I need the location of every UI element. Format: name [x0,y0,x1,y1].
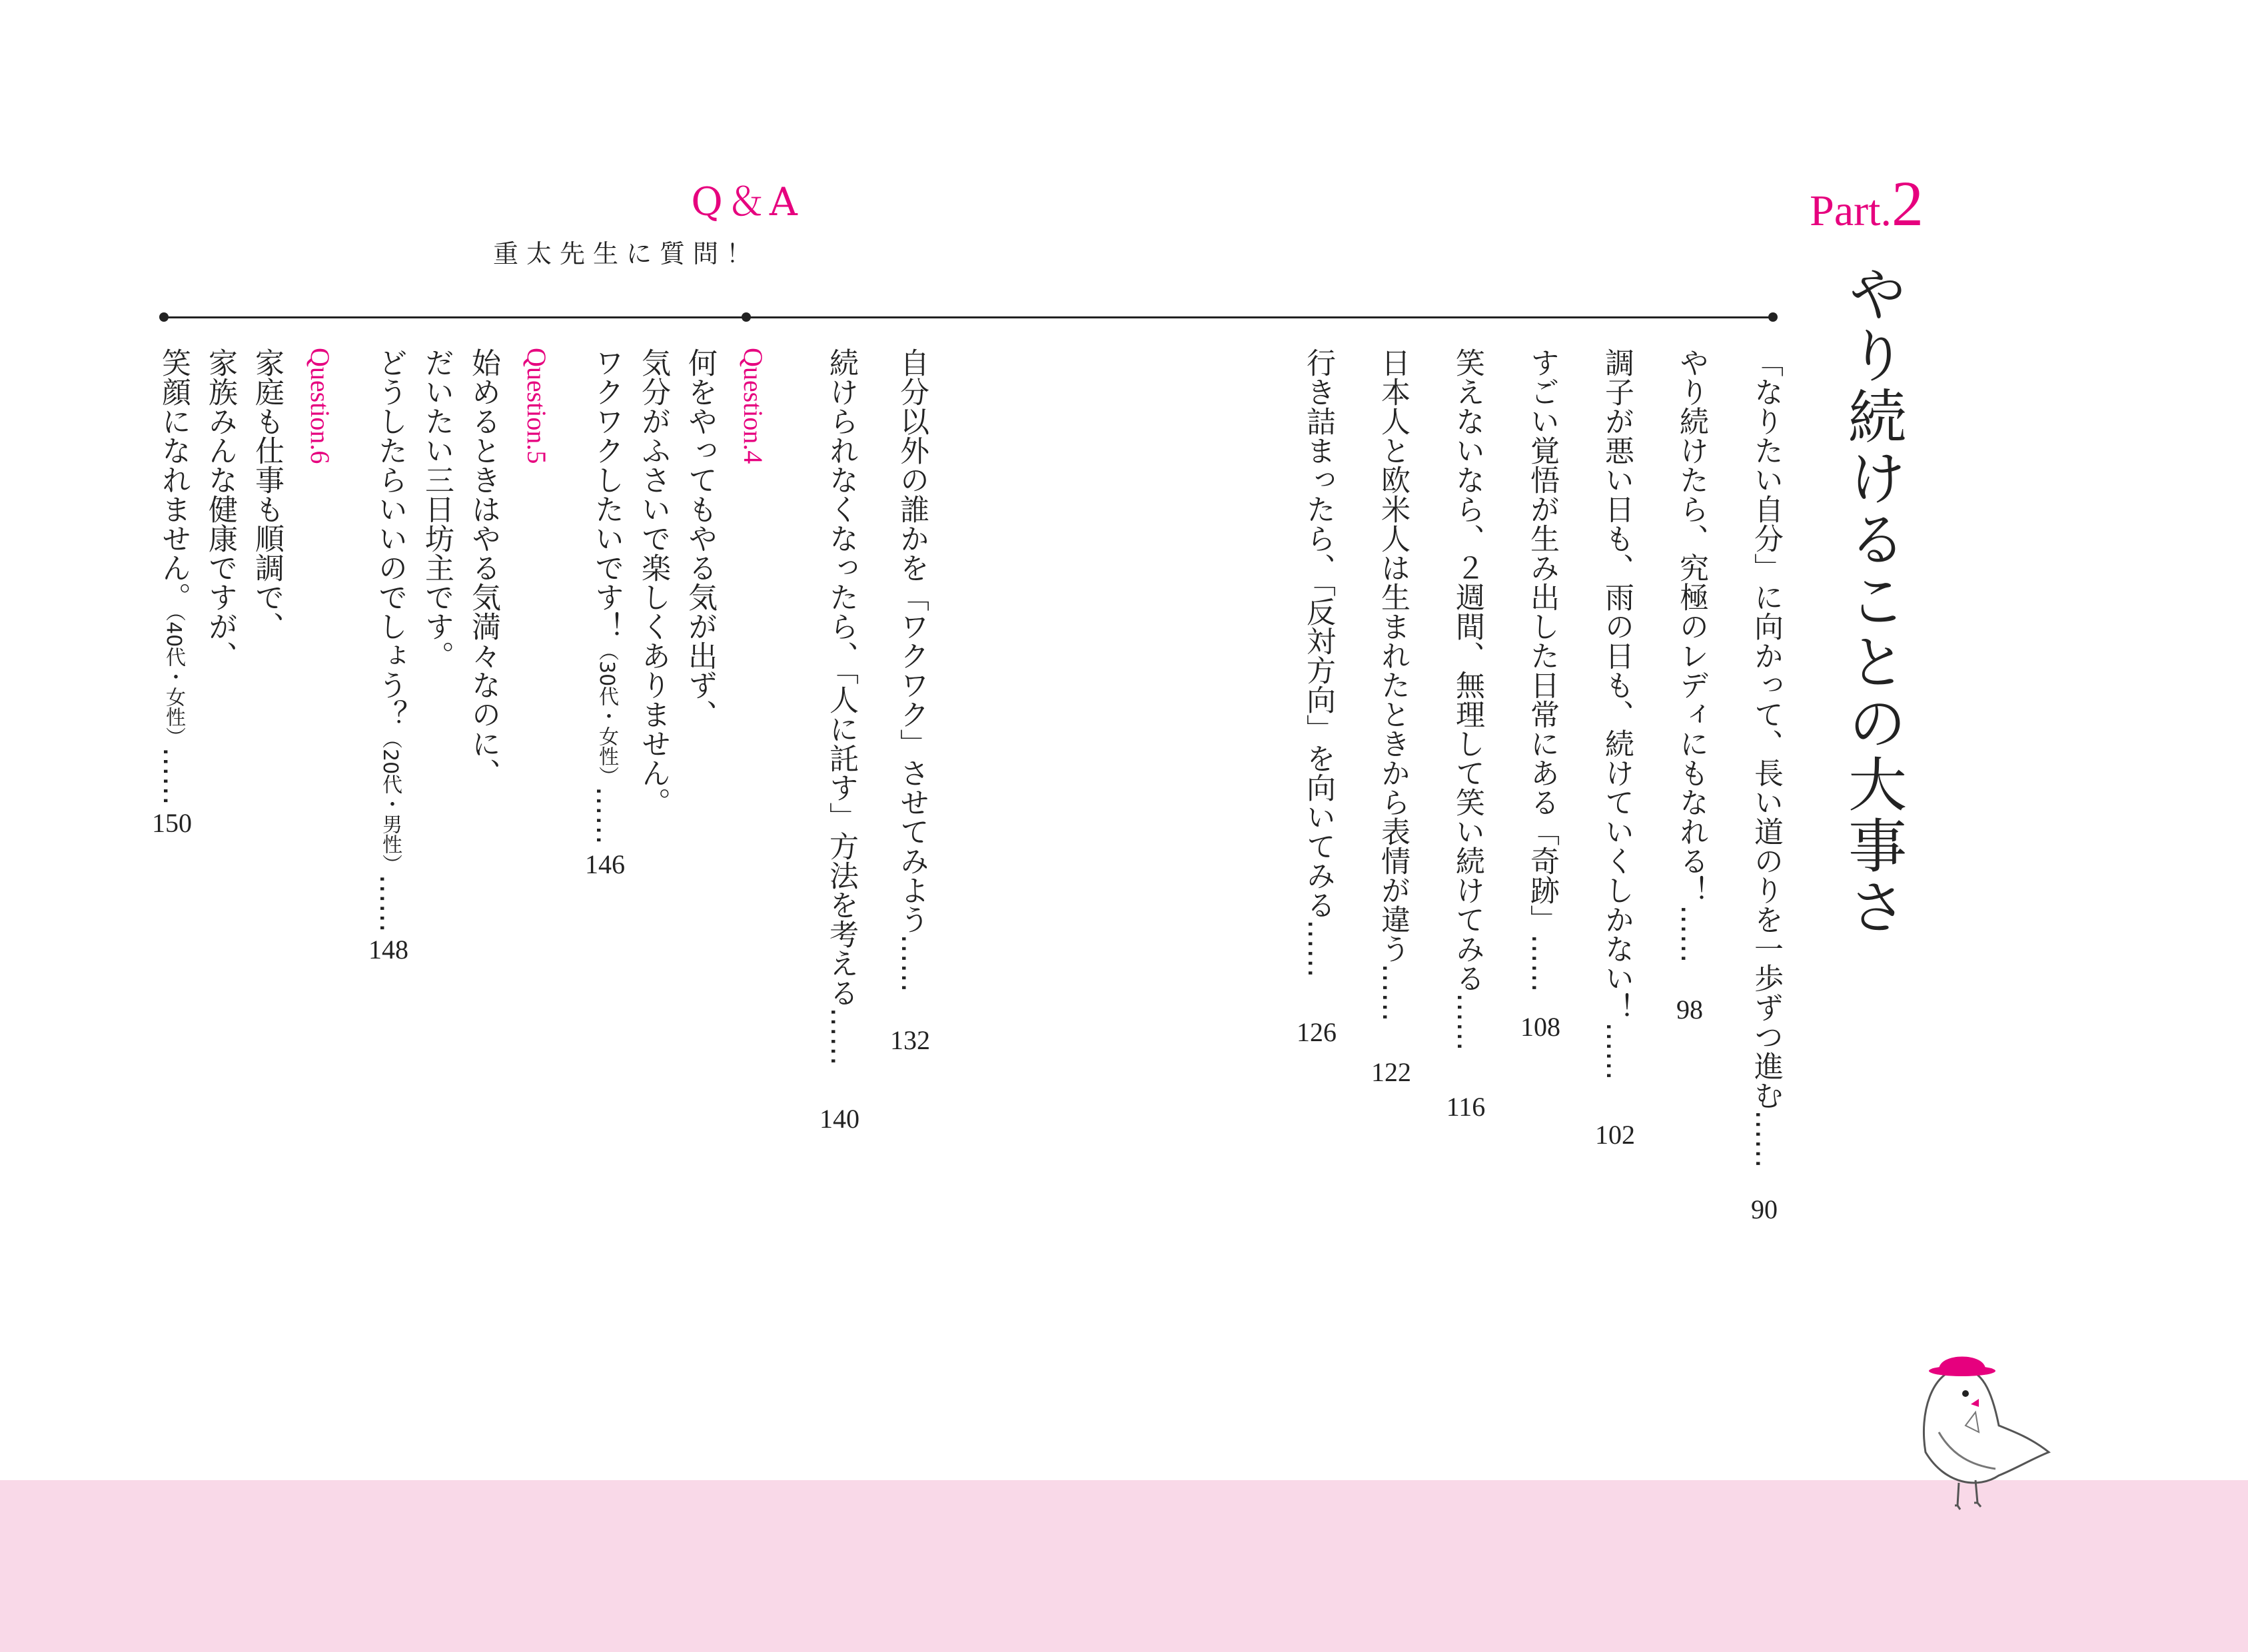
toc-entry[interactable]: 日本人と欧米人は生まれたときから表情が違う…… [1376,348,1410,1022]
toc-page-number: 98 [1676,995,1703,1025]
divider-dot-left [159,312,169,322]
question-page-number: 148 [368,935,408,965]
toc-entry[interactable]: やり続けたら、究極のレディにもなれる！…… [1674,348,1708,963]
toc-entry[interactable]: 笑えないなら、２週間、無理して笑い続けてみる…… [1450,348,1484,1051]
question-page-number: 150 [152,808,192,838]
toc-entry[interactable]: 行き詰まったら、「反対方向」を向いてみる…… [1301,348,1335,978]
question-line[interactable]: 気分がふさいで楽しくありません。 [636,348,670,817]
question-meta: （40代・女性） [162,612,185,747]
question-line[interactable]: どうしたらいいのでしょう？（20代・男性）…… [373,348,407,933]
toc-entry[interactable]: 調子が悪い日も、雨の日も、続けていくしかない！…… [1600,348,1634,1080]
divider-dot-mid [742,312,751,322]
toc-page-number: 102 [1595,1120,1635,1150]
toc-page-number: 132 [890,1025,930,1055]
part-title: やり続けることの大事さ [1839,264,1908,938]
bird-with-pink-hat-icon [1899,1332,2059,1519]
question-meta: （20代・男性） [378,729,402,875]
question-line[interactable]: 何をやってもやる気が出ず、 [683,348,717,729]
question-meta: （30代・女性） [595,641,618,787]
question-line[interactable]: 始めるときはやる気満々なのに、 [466,348,500,787]
toc-entry[interactable]: 自分以外の誰かを「ワクワク」させてみよう…… [895,348,929,993]
divider-dot-right [1768,312,1778,322]
toc-page-number: 116 [1446,1092,1486,1122]
question-label: Question.4 [738,348,768,464]
question-page-number: 146 [585,849,625,879]
question-label: Question.5 [522,348,552,464]
toc-page-number: 108 [1520,1012,1560,1042]
question-line[interactable]: 家族みんな健康ですが、 [203,348,237,670]
question-line[interactable]: ワクワクしたいです！（30代・女性）…… [590,348,624,845]
toc-entry[interactable]: 続けられなくなったら、「人に託す」方法を考える…… [824,348,858,1066]
part-label: Part.2 [1810,168,1924,239]
toc-entry[interactable]: 「なりたい自分」に向かって、長い道のりを一歩ずつ進む…… [1749,348,1783,1168]
question-line[interactable]: 笑顔になれません。（40代・女性）…… [157,348,191,806]
question-line[interactable]: 家庭も仕事も順調で、 [250,348,284,641]
question-line[interactable]: だいたい三日坊主です。 [420,348,454,670]
toc-page-number: 126 [1297,1017,1337,1047]
toc-page-number: 122 [1371,1057,1411,1087]
toc-entry[interactable]: すごい覚悟が生み出した日常にある「奇跡」…… [1525,348,1559,993]
question-label: Question.6 [305,348,335,464]
qa-header: Q＆A [691,179,802,224]
toc-page-number: 140 [820,1104,859,1134]
qa-subtitle: 重太先生に質問！ [492,239,760,268]
toc-page-number: 90 [1751,1194,1778,1224]
divider-rule [163,316,1773,318]
